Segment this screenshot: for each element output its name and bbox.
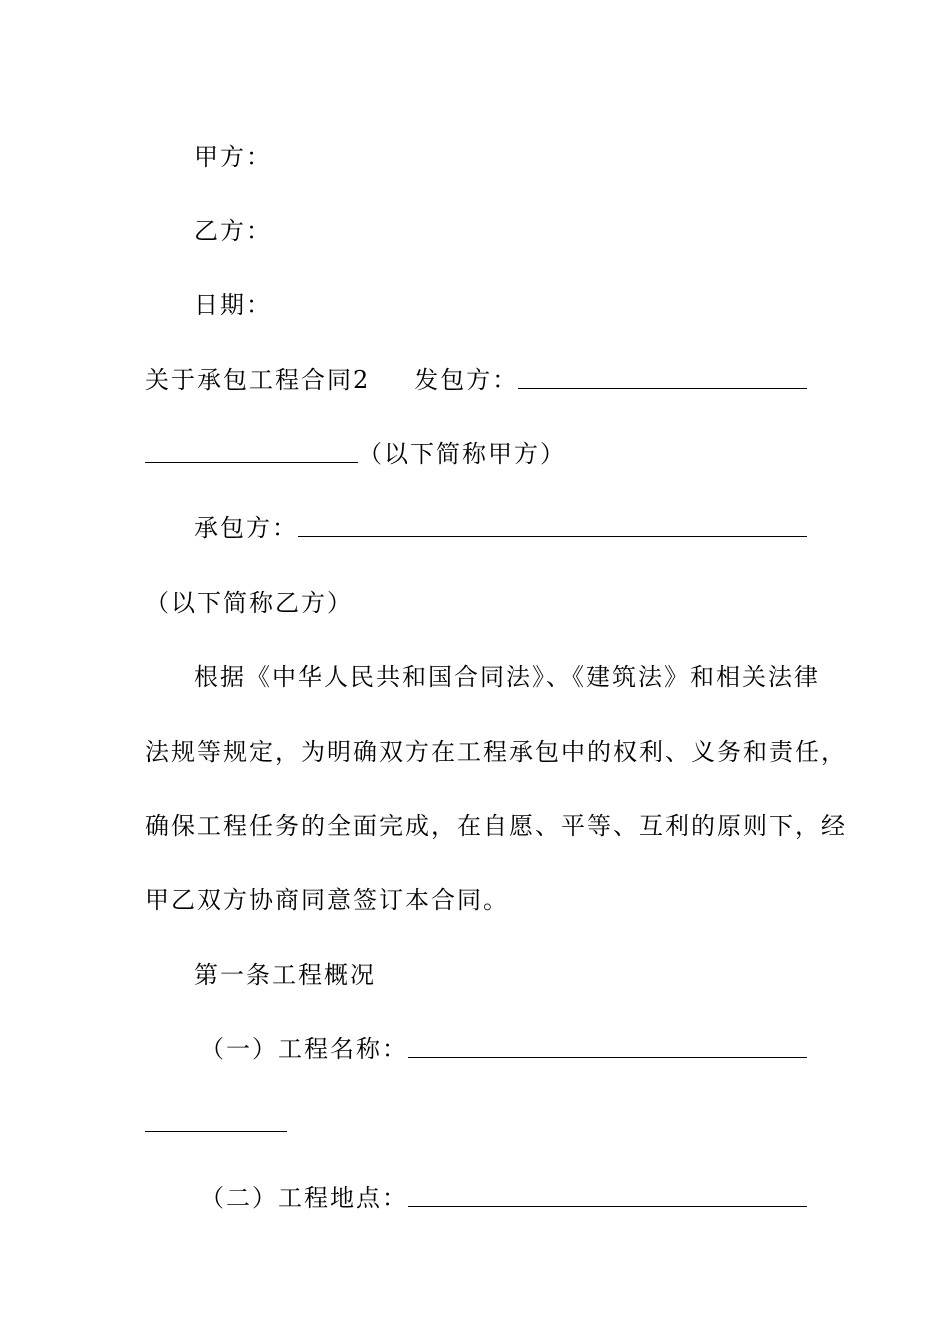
contractor-line [145,503,807,543]
date-line [145,280,807,320]
project-name-blank-continuation [145,1130,287,1132]
employer-note: （以下简称甲方） [358,440,566,468]
contract-title: 关于承包工程合同2 [145,366,371,394]
preamble-line-3 [145,801,847,841]
preamble-text-1: 根据《中华人民共和国合同法》、《建筑法》和相关法律 [194,663,820,691]
project-location-line [145,1173,807,1213]
preamble-line-4 [145,875,807,915]
contractor-note: （以下简称乙方） [145,589,353,617]
project-name-label: （一）工程名称： [200,1035,408,1063]
party-b-line [145,206,807,246]
preamble-text-3: 确保工程任务的全面完成，在自愿、平等、互利的原则下，经 [145,812,847,840]
date-label: 日期： [194,291,272,319]
contract-title-line [145,355,807,395]
preamble-line-2 [145,727,847,767]
project-name-continuation-line [145,1098,807,1138]
article-1-title-line [145,950,807,990]
preamble-line-1 [145,652,820,692]
project-location-label: （二）工程地点： [200,1184,408,1212]
contractor-blank-line [298,535,807,537]
contractor-note-line [145,578,807,618]
contractor-label: 承包方： [194,514,298,542]
employer-note-line [145,429,807,469]
preamble-text-4: 甲乙双方协商同意签订本合同。 [145,886,509,914]
employer-blank-line [518,387,807,389]
employer-blank-continuation [145,461,358,463]
party-a-line [145,132,807,172]
project-name-blank-line [408,1056,807,1058]
preamble-text-2: 法规等规定，为明确双方在工程承包中的权利、义务和责任， [145,738,847,766]
project-location-blank-line [408,1205,807,1207]
project-name-line [145,1024,807,1064]
party-b-label: 乙方： [194,217,272,245]
party-a-label: 甲方： [194,143,272,171]
article-1-title: 第一条工程概况 [194,961,376,989]
employer-label: 发包方： [414,366,519,394]
